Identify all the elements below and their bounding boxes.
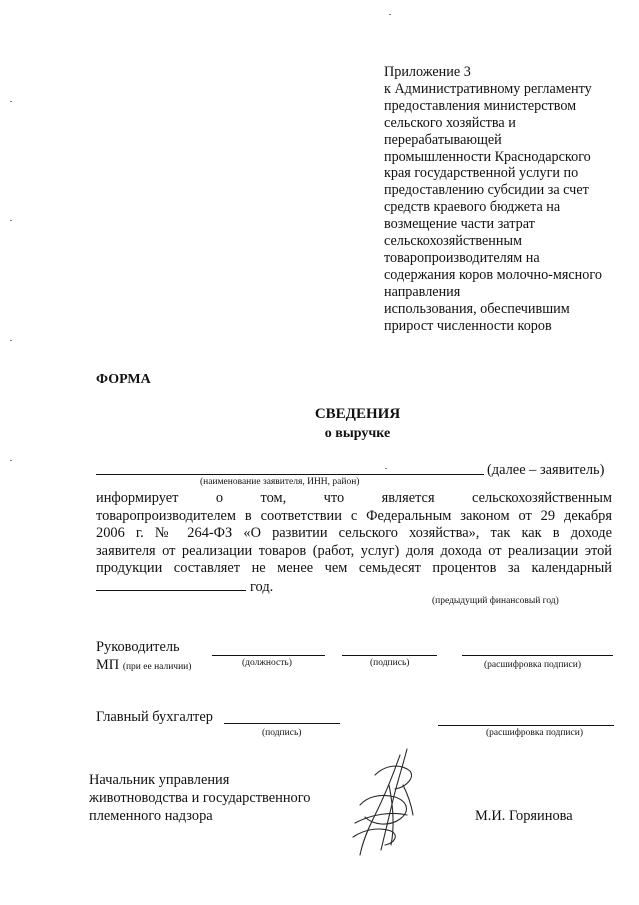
- scan-speck: [10, 101, 12, 102]
- chief-title-line: племенного надзора: [89, 808, 213, 824]
- head-signature-hint: (подпись): [370, 658, 410, 668]
- accountant-signature-field[interactable]: [224, 723, 340, 724]
- chief-title-line: животноводства и государственного: [89, 790, 311, 806]
- handwritten-signature: [345, 745, 425, 860]
- appendix-line: предоставления министерством: [384, 97, 577, 114]
- year-field[interactable]: [96, 578, 246, 591]
- scan-speck: [389, 14, 391, 15]
- form-label: ФОРМА: [96, 372, 151, 387]
- appendix-line: товаропроизводителям на: [384, 249, 540, 266]
- accountant-decode-hint: (расшифровка подписи): [486, 728, 583, 738]
- appendix-line: к Административному регламенту: [384, 80, 592, 97]
- scan-speck: [385, 468, 387, 469]
- body-line: заявителя от реализации товаров (работ, услуг) доля дохода от реализации этой: [96, 542, 612, 559]
- appendix-line: перерабатывающей: [384, 131, 502, 148]
- scan-speck: [10, 220, 12, 221]
- head-signature-field[interactable]: [342, 655, 437, 656]
- accountant-signature-hint: (подпись): [262, 728, 302, 738]
- mp-text: МП: [96, 657, 120, 673]
- appendix-line: сельскохозяйственным: [384, 233, 523, 250]
- year-hint: (предыдущий финансовый год): [432, 596, 559, 606]
- head-label: Руководитель: [96, 639, 180, 655]
- applicant-suffix: (далее – заявитель): [487, 462, 605, 478]
- accountant-label: Главный бухгалтер: [96, 709, 213, 725]
- appendix-line: использования, обеспечившим: [384, 300, 570, 317]
- accountant-decode-field[interactable]: [438, 725, 614, 726]
- body-line: товаропроизводителем в соответствии с Федеральным законом от 29 декабря: [96, 507, 612, 524]
- body-line: информирует о том, что является сельскохозяйственным: [96, 490, 612, 506]
- body-line: продукции составляет не менее чем семьдесят процентов за календарный: [96, 560, 612, 576]
- applicant-hint: (наименование заявителя, ИНН, район): [200, 477, 360, 487]
- body-paragraph: [96, 490, 612, 596]
- appendix-line: возмещение части затрат: [384, 216, 535, 233]
- applicant-name-field[interactable]: [96, 474, 484, 475]
- scan-speck: [10, 340, 12, 341]
- chief-name: М.И. Горяинова: [475, 808, 573, 824]
- head-decode-field[interactable]: [462, 655, 613, 656]
- mp-label: [96, 657, 191, 674]
- appendix-block: [384, 64, 624, 335]
- document-title: СВЕДЕНИЯ: [314, 406, 401, 422]
- scan-speck: [10, 460, 12, 461]
- appendix-line: средств краевого бюджета на: [384, 199, 561, 216]
- body-line: 2006 г. № 264-ФЗ «О развитии сельского хозяйства», так как в доходе: [96, 525, 612, 541]
- body-line-year: [96, 578, 612, 597]
- document-subtitle: о выручке: [324, 426, 391, 441]
- appendix-line: сельского хозяйства и: [384, 114, 516, 131]
- mp-hint: (при ее наличии): [122, 662, 192, 672]
- head-position-field[interactable]: [212, 655, 325, 656]
- appendix-line: Приложение 3: [384, 64, 471, 80]
- appendix-line: предоставлению субсидии за счет: [384, 182, 589, 199]
- appendix-line: промышленности Краснодарского: [384, 148, 591, 165]
- position-hint: (должность): [242, 658, 292, 668]
- year-suffix: год.: [250, 578, 274, 595]
- appendix-line: прирост численности коров: [384, 317, 552, 334]
- appendix-line: направления: [384, 283, 461, 300]
- appendix-line: края государственной услуги по: [384, 165, 579, 182]
- chief-title-line: Начальник управления: [89, 772, 230, 788]
- appendix-line: содержания коров молочно-мясного: [384, 266, 602, 283]
- head-decode-hint: (расшифровка подписи): [484, 660, 581, 670]
